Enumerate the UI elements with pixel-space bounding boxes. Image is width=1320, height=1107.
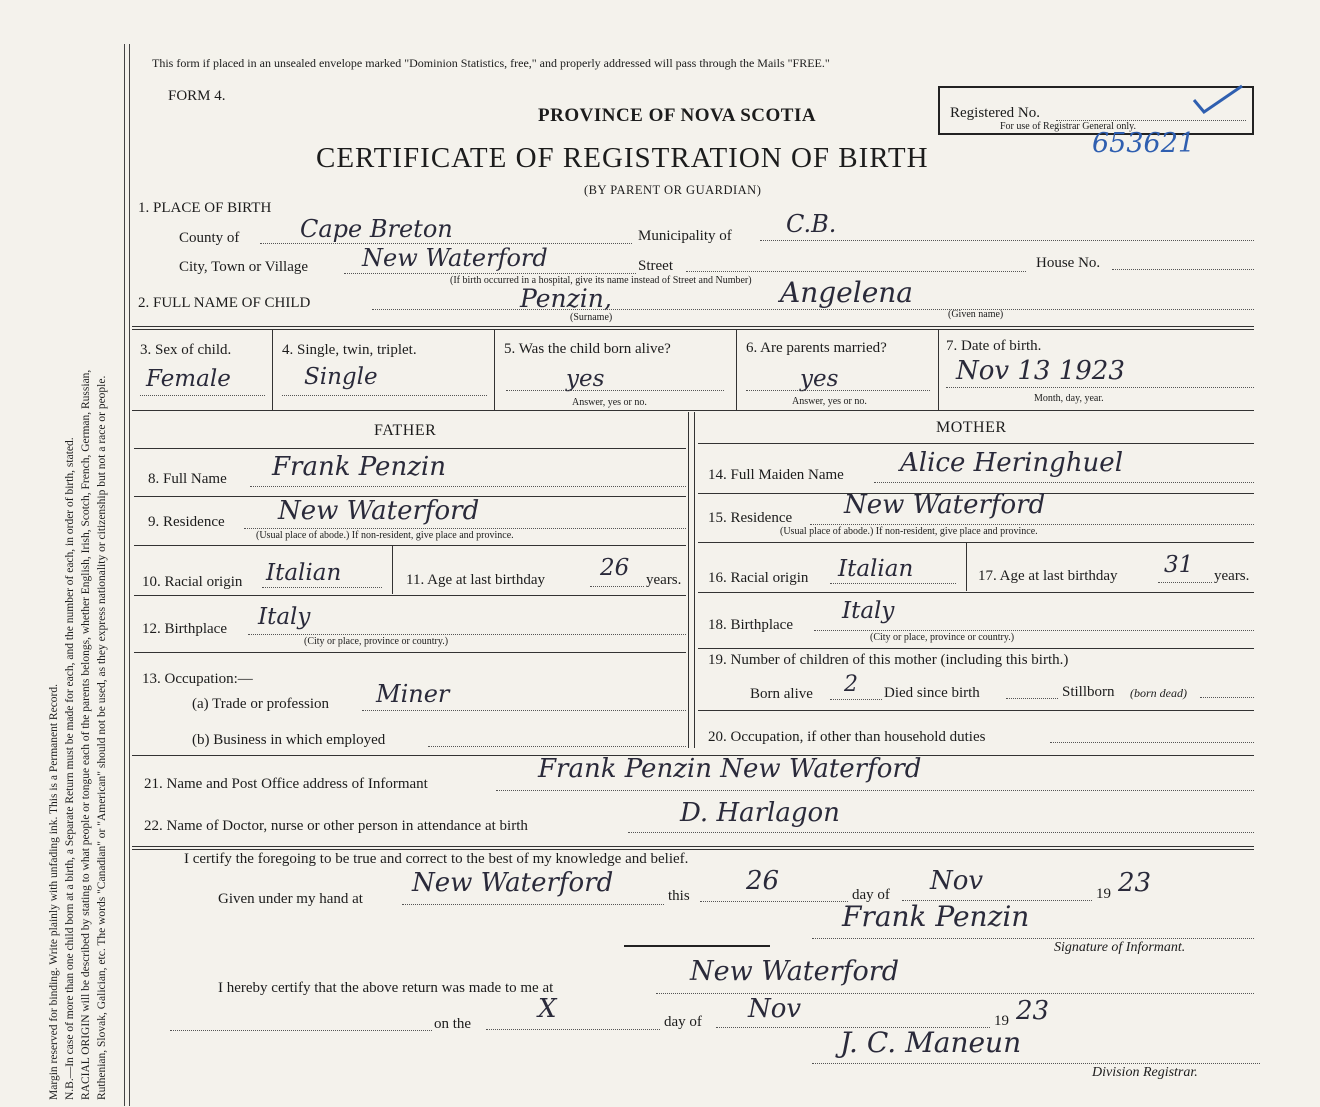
born-alive-value: yes <box>566 366 605 392</box>
mail-notice: This form if placed in an unsealed envelope marked "Dominion Statistics, free," and properly addressed will pass through the Mails "FREE." <box>152 56 830 70</box>
mother-heading: MOTHER <box>936 419 1007 436</box>
surname-caption: (Surname) <box>570 312 613 323</box>
doctor-value: D. Harlagon <box>680 798 840 828</box>
registrar-only-note: For use of Registrar General only. <box>1000 121 1136 132</box>
certificate-title: CERTIFICATE OF REGISTRATION OF BIRTH <box>316 142 929 174</box>
informant-label: 21. Name and Post Office address of Informant <box>144 776 428 792</box>
father-name-value: Frank Penzin <box>272 452 446 482</box>
father-age-label: 11. Age at last birthday <box>406 572 545 588</box>
given-place-value: New Waterford <box>412 868 614 898</box>
certification-year-prefix: 19 <box>1096 886 1111 902</box>
certification-day: 26 <box>746 866 780 896</box>
registrar-signature-caption: Division Registrar. <box>1092 1065 1198 1080</box>
child-given-name: Angelena <box>780 276 913 309</box>
father-residence-label: 9. Residence <box>148 514 225 530</box>
children-count-label: 19. Number of children of this mother (including this birth.) <box>708 652 1069 668</box>
informant-signature-caption: Signature of Informant. <box>1054 940 1186 955</box>
mother-years-label: years. <box>1214 568 1250 584</box>
city-label: City, Town or Village <box>179 259 309 275</box>
margin-note-3: RACIAL ORIGIN will be described by stating to what people or tongue each of the parents belongs, whether English, Irish, Scotch, French, German, Russian, <box>80 369 92 1100</box>
form-number: FORM 4. <box>168 88 226 104</box>
margin-note-4: Ruthenian, Slovak, Galician, etc. The words "Canadian" or "American" should not be used, as they express nationality or citizenship but not a race or people. <box>96 375 108 1100</box>
child-name-label: 2. FULL NAME OF CHILD <box>138 295 311 311</box>
father-name-label: 8. Full Name <box>148 471 227 487</box>
margin-notes <box>46 40 110 1100</box>
registrar-month: Nov <box>748 994 802 1024</box>
street-label: Street <box>638 258 673 274</box>
mother-name-label: 14. Full Maiden Name <box>708 467 844 483</box>
given-under-hand-label: Given under my hand at <box>218 891 363 907</box>
margin-note-1: Margin reserved for binding. Write plainly with unfading ink. This is a Permanent Record. <box>48 683 60 1100</box>
stillborn-label: Stillborn <box>1062 684 1115 700</box>
certificate-subtitle: (BY PARENT OR GUARDIAN) <box>584 183 762 197</box>
day-of-label: day of <box>852 887 890 903</box>
father-birthplace-note: (City or place, province or country.) <box>304 636 449 647</box>
place-of-birth-label: 1. PLACE OF BIRTH <box>138 200 272 216</box>
margin-note-2: N.B.—In case of more than one child born at a birth, a Separate Return must be made for each, and the number of each, in order of birth, stated. <box>64 437 76 1100</box>
hospital-note: (If birth occurred in a hospital, give its name instead of Street and Number) <box>450 275 752 286</box>
parents-married-label: 6. Are parents married? <box>746 340 887 356</box>
registrar-year-prefix: 19 <box>994 1013 1009 1029</box>
municipality-label: Municipality of <box>638 228 732 244</box>
mother-birthplace-value: Italy <box>842 598 895 624</box>
mother-occupation-label: 20. Occupation, if other than household duties <box>708 729 986 745</box>
this-label: this <box>668 888 690 904</box>
mother-abode-note: (Usual place of abode.) If non-resident, give place and province. <box>780 526 1038 537</box>
business-label: (b) Business in which employed <box>192 732 386 748</box>
informant-signature: Frank Penzin <box>842 900 1030 933</box>
mother-age-label: 17. Age at last birthday <box>978 568 1118 584</box>
trade-value: Miner <box>376 680 450 708</box>
county-label: County of <box>179 230 240 246</box>
registrar-signature: J. C. Maneun <box>840 1026 1022 1059</box>
father-abode-note: (Usual place of abode.) If non-resident, give place and province. <box>256 530 514 541</box>
municipality-value: C.B. <box>786 210 837 238</box>
date-caption: Month, day, year. <box>1034 393 1104 404</box>
on-the-label: on the <box>434 1016 472 1032</box>
father-occupation-label: 13. Occupation:— <box>142 671 253 687</box>
alive-answer-caption: Answer, yes or no. <box>572 397 647 408</box>
father-heading: FATHER <box>374 422 437 439</box>
registrar-year: 23 <box>1016 996 1050 1026</box>
father-residence-value: New Waterford <box>278 496 480 526</box>
certification-year: 23 <box>1118 868 1152 898</box>
registrar-statement: I hereby certify that the above return was made to me at <box>218 980 554 996</box>
sex-label: 3. Sex of child. <box>140 342 232 358</box>
mother-birthplace-label: 18. Birthplace <box>708 617 793 633</box>
child-surname: Penzin, <box>520 284 612 313</box>
father-years-label: years. <box>646 572 682 588</box>
city-value: New Waterford <box>362 244 548 272</box>
province-heading: PROVINCE OF NOVA SCOTIA <box>538 105 817 126</box>
stillborn-note: (born dead) <box>1130 686 1187 700</box>
mother-residence-value: New Waterford <box>844 490 1046 520</box>
registered-no-label: Registered No. <box>950 105 1040 121</box>
house-no-label: House No. <box>1036 255 1101 271</box>
born-alive-count-value: 2 <box>844 672 858 697</box>
parents-married-value: yes <box>800 366 839 392</box>
died-since-birth-label: Died since birth <box>884 685 980 701</box>
trade-label: (a) Trade or profession <box>192 696 330 712</box>
certify-statement: I certify the foregoing to be true and correct to the best of my knowledge and belief. <box>184 851 689 867</box>
father-race-value: Italian <box>266 560 342 586</box>
mother-race-value: Italian <box>838 556 914 582</box>
county-value: Cape Breton <box>300 215 453 243</box>
informant-value: Frank Penzin New Waterford <box>538 754 922 784</box>
born-alive-label: 5. Was the child born alive? <box>504 341 671 357</box>
registration-number: 653621 <box>1092 128 1196 159</box>
date-of-birth-label: 7. Date of birth. <box>946 338 1042 354</box>
mother-name-value: Alice Heringhuel <box>900 448 1124 478</box>
certification-month: Nov <box>930 866 984 896</box>
plurality-label: 4. Single, twin, triplet. <box>282 342 417 358</box>
checkmark-icon <box>1190 82 1250 122</box>
father-birthplace-label: 12. Birthplace <box>142 621 227 637</box>
registrar-place-value: New Waterford <box>690 956 899 987</box>
mother-birthplace-note: (City or place, province or country.) <box>870 632 1015 643</box>
date-of-birth-value: Nov 13 1923 <box>956 356 1125 386</box>
given-name-caption: (Given name) <box>948 309 1004 320</box>
father-race-label: 10. Racial origin <box>142 574 243 590</box>
father-birthplace-value: Italy <box>258 604 311 630</box>
mother-age-value: 31 <box>1164 552 1194 578</box>
mother-residence-label: 15. Residence <box>708 510 793 526</box>
sex-value: Female <box>146 366 231 392</box>
registrar-day: X <box>538 994 557 1024</box>
born-alive-count-label: Born alive <box>750 686 813 702</box>
registrar-day-of-label: day of <box>664 1014 702 1030</box>
father-age-value: 26 <box>600 555 630 581</box>
plurality-value: Single <box>304 364 378 390</box>
mother-race-label: 16. Racial origin <box>708 570 809 586</box>
doctor-label: 22. Name of Doctor, nurse or other person in attendance at birth <box>144 818 528 834</box>
married-answer-caption: Answer, yes or no. <box>792 396 867 407</box>
